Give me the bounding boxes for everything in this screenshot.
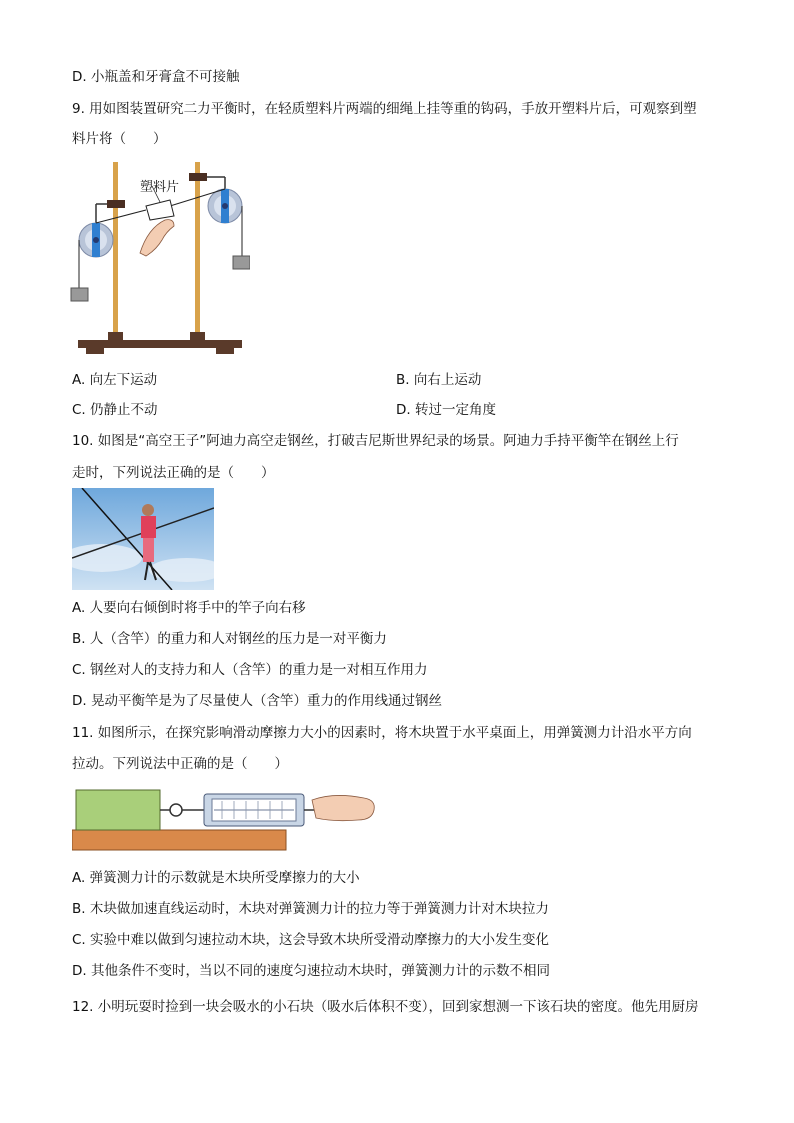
q9-option-b: B. 向右上运动	[396, 372, 482, 388]
q11-stem-line-2: 拉动。下列说法中正确的是（ ）	[72, 756, 288, 772]
q11-option-d: D. 其他条件不变时，当以不同的速度匀速拉动木块时，弹簧测力计的示数不相同	[72, 963, 550, 979]
q11-stem-line-1: 11. 如图所示，在探究影响滑动摩擦力大小的因素时，将木块置于水平桌面上，用弹簧测力计沿水平方向	[72, 725, 692, 741]
q10-option-c: C. 钢丝对人的支持力和人（含竿）的重力是一对相互作用力	[72, 662, 428, 678]
q9-figure-label: 塑料片	[140, 180, 180, 195]
q11-friction-figure	[72, 786, 378, 852]
q9-stem-line-1: 9. 用如图装置研究二力平衡时，在轻质塑料片两端的细绳上挂等重的钩码，手放开塑料片后，可观察到塑	[72, 101, 697, 117]
q11-option-b: B. 木块做加速直线运动时，木块对弹簧测力计的拉力等于弹簧测力计对木块拉力	[72, 901, 549, 917]
q9-option-a: A. 向左下运动	[72, 372, 158, 388]
q9-option-c: C. 仍静止不动	[72, 402, 158, 418]
q9-stem-line-2: 料片将（ ）	[72, 131, 167, 147]
q9-option-d: D. 转过一定角度	[396, 402, 496, 418]
q10-option-b: B. 人（含竿）的重力和人对钢丝的压力是一对平衡力	[72, 631, 387, 647]
q8-option-d: D. 小瓶盖和牙膏盒不可接触	[72, 69, 240, 85]
q9-apparatus-figure	[70, 158, 250, 358]
q11-option-a: A. 弹簧测力计的示数就是木块所受摩擦力的大小	[72, 870, 360, 886]
q10-tightrope-photo	[72, 488, 214, 590]
q11-option-c: C. 实验中难以做到匀速拉动木块，这会导致木块所受滑动摩擦力的大小发生变化	[72, 932, 550, 948]
q10-stem-line-1: 10. 如图是“高空王子”阿迪力高空走钢丝，打破吉尼斯世界纪录的场景。阿迪力手持平衡竿在钢丝上行	[72, 433, 679, 449]
q10-option-d: D. 晃动平衡竿是为了尽量使人（含竿）重力的作用线通过钢丝	[72, 693, 442, 709]
q10-option-a: A. 人要向右倾倒时将手中的竿子向右移	[72, 600, 306, 616]
q12-stem-line-1: 12. 小明玩耍时捡到一块会吸水的小石块（吸水后体积不变），回到家想测一下该石块的密度。他先用厨房	[72, 999, 699, 1015]
q10-stem-line-2: 走时，下列说法正确的是（ ）	[72, 465, 275, 481]
